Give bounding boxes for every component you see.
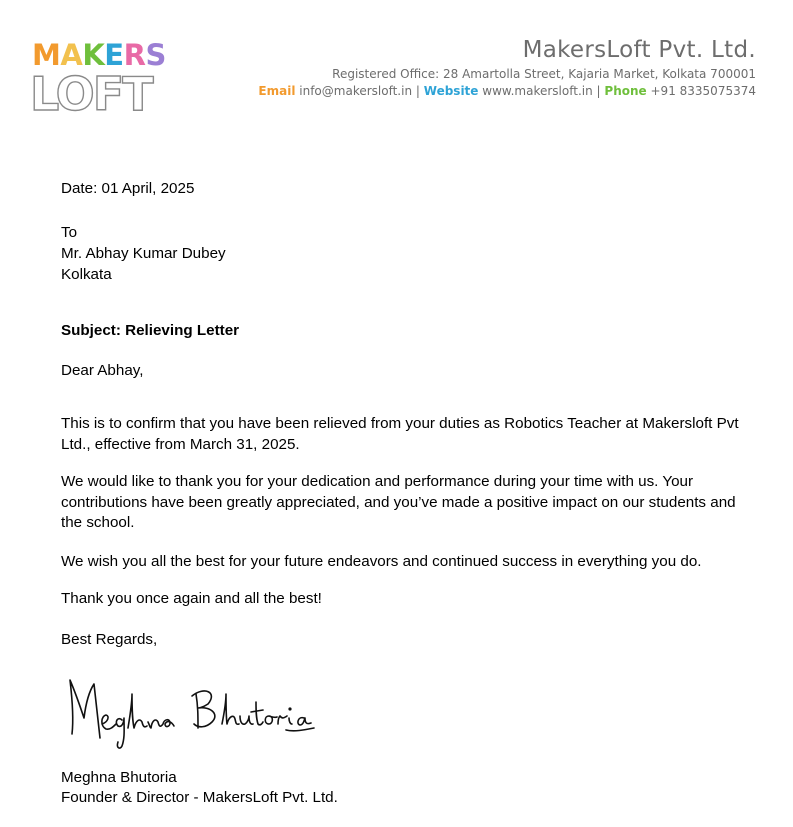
logo-letter: R bbox=[123, 38, 146, 72]
signer-block bbox=[61, 768, 338, 808]
logo-letter: A bbox=[60, 38, 83, 72]
separator: | bbox=[596, 84, 601, 98]
separator: | bbox=[415, 84, 420, 98]
closing: Best Regards, bbox=[61, 631, 158, 648]
letter-date: Date: 01 April, 2025 bbox=[61, 180, 195, 197]
logo-loft-text: LOFT bbox=[30, 67, 152, 121]
signer-title: Founder & Director - MakersLoft Pvt. Ltd. bbox=[61, 789, 338, 806]
company-address: Registered Office: 28 Amartolla Street, Kajaria Market, Kolkata 700001 bbox=[332, 67, 756, 81]
phone-number: +91 8335075374 bbox=[650, 84, 756, 98]
recipient-city: Kolkata bbox=[61, 266, 112, 283]
website-link[interactable]: www.makersloft.in bbox=[482, 84, 593, 98]
handwritten-signature bbox=[64, 672, 334, 752]
website-label: Website bbox=[423, 84, 479, 98]
company-info bbox=[258, 36, 756, 99]
logo-letter: S bbox=[145, 38, 166, 72]
company-name: MakersLoft Pvt. Ltd. bbox=[522, 37, 756, 63]
body-paragraph: Thank you once again and all the best! bbox=[61, 590, 322, 608]
signer-name: Meghna Bhutoria bbox=[61, 769, 177, 786]
salutation: Dear Abhay, bbox=[61, 362, 144, 379]
letterhead bbox=[0, 0, 793, 130]
recipient-name: Mr. Abhay Kumar Dubey bbox=[61, 245, 226, 262]
email-label: Email bbox=[258, 84, 296, 98]
body-paragraph: We would like to thank you for your dedication and performance during your time with us. Your contributions have been greatly appreciated, and you’ve made a positive impact on our students and the school. bbox=[61, 473, 736, 532]
makersloft-logo bbox=[30, 38, 166, 122]
company-contact bbox=[258, 84, 756, 99]
to-label: To bbox=[61, 224, 78, 241]
email-address[interactable]: info@makersloft.in bbox=[299, 84, 413, 98]
body-paragraph: We wish you all the best for your future endeavors and continued success in everything you do. bbox=[61, 553, 702, 571]
letter-subject: Subject: Relieving Letter bbox=[61, 322, 240, 339]
body-paragraph: This is to confirm that you have been relieved from your duties as Robotics Teacher at Makersloft Pvt Ltd., effective from March 31, 2025. bbox=[61, 415, 739, 453]
phone-label: Phone bbox=[604, 84, 647, 98]
logo-makers-text bbox=[32, 40, 166, 70]
logo-letter: E bbox=[104, 38, 124, 72]
recipient-address bbox=[61, 222, 226, 285]
logo-letter: K bbox=[82, 38, 105, 72]
logo-letter: M bbox=[32, 38, 61, 72]
